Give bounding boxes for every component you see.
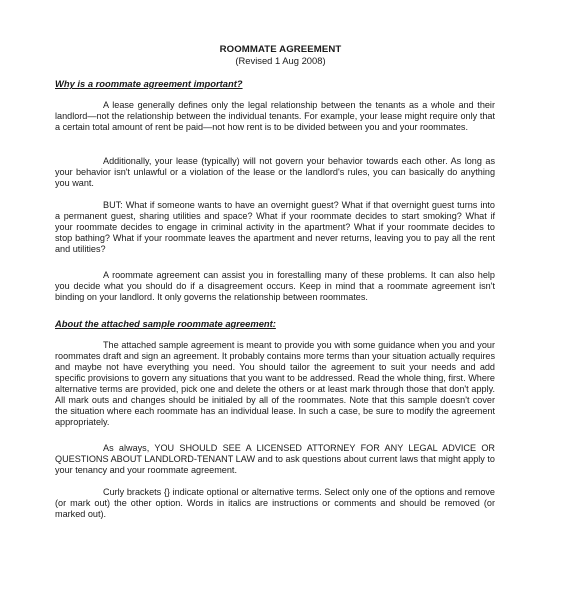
paragraph-what-if: BUT: What if someone wants to have an overnight guest? What if that overnight guest turns into a permanent guest, sharing utilities and space? What if your roommate decides to start smoking? What if your roommate decides to engage in criminal activity in the apartment? What if your roommate decides to stop bathing? What if your roommate leaves the apartment and never returns, leaving you to pay all the rent and utilities? (55, 200, 495, 254)
document-revision: (Revised 1 Aug 2008) (235, 55, 326, 66)
paragraph-forestalling: A roommate agreement can assist you in forestalling many of these problems. It can also help you decide what you should do if a disagreement occurs. Keep in mind that a roommate agreement isn't binding on your landlord. It only governs the relationship between roommates. (55, 270, 495, 302)
paragraph-curly-brackets: Curly brackets {} indicate optional or alternative terms. Select only one of the options and remove (or mark out) the other option. Words in italics are instructions or comments and should be removed (or marked out). (55, 487, 495, 519)
paragraph-attorney-advice: As always, YOU SHOULD SEE A LICENSED ATTORNEY FOR ANY LEGAL ADVICE OR QUESTIONS ABOUT LANDLORD-TENANT LAW and to ask questions about current laws that might apply to your tenancy and your roommate agreement. (55, 443, 495, 475)
section-heading-importance: Why is a roommate agreement important? (55, 78, 243, 89)
paragraph-behavior: Additionally, your lease (typically) will not govern your behavior towards each other. As long as your behavior isn't unlawful or a violation of the lease or the landlord's rules, you can basically do anything you want. (55, 156, 495, 188)
document-title: ROOMMATE AGREEMENT (219, 44, 342, 55)
paragraph-guidance: The attached sample agreement is meant to provide you with some guidance when you and your roommates draft and sign an agreement. It probably contains more terms than your situation actually requires and maybe not have everything you need. You should tailor the agreement to suit your needs and add specific provisions to govern any situations that you want to be addressed. Read the whole thing, first. Where alternative terms are provided, pick one and delete the others or at least mark through those that don't apply. All mark outs and changes should be initialed by all of the roommates. Note that this sample doesn't cover the situation where each roommate has an individual lease. In such a case, be sure to modify the agreement appropriately. (55, 340, 495, 427)
section-heading-sample-agreement: About the attached sample roommate agreement: (55, 318, 276, 329)
paragraph-lease-definition: A lease generally defines only the legal relationship between the tenants as a whole and their landlord—not the relationship between the individual tenants. For example, your lease might require only that a certain total amount of rent be paid—not how rent is to be divided between you and your roommates. (55, 100, 495, 132)
